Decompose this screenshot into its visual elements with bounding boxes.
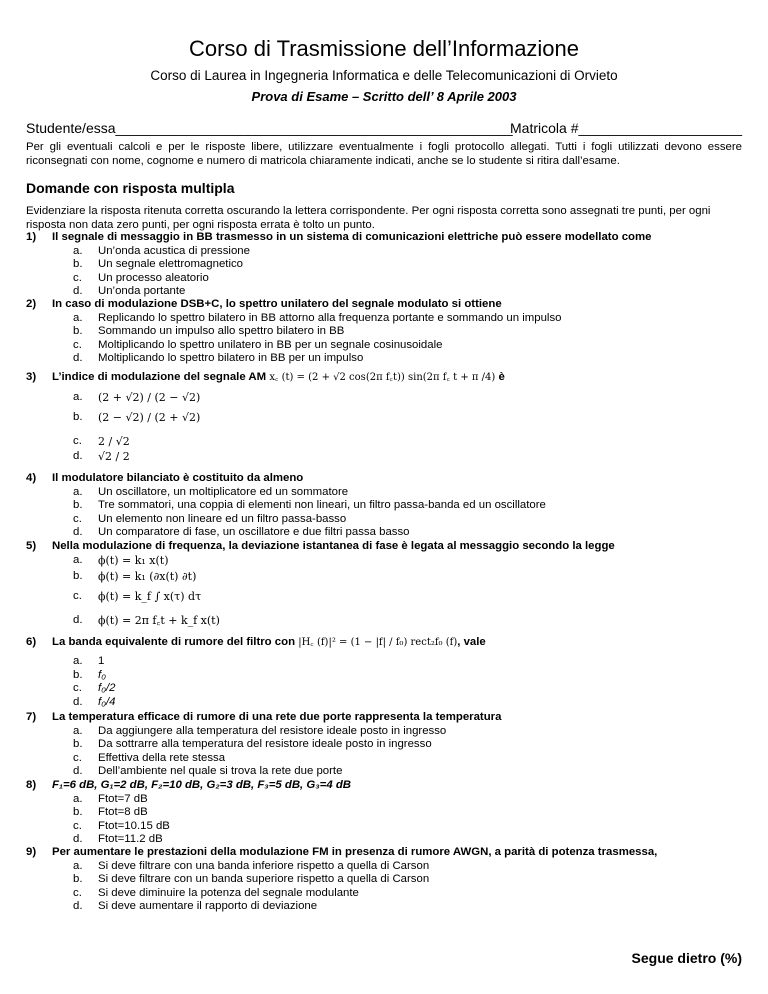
option-text: Un’onda acustica di pressione — [98, 244, 250, 257]
option-text: Un oscillatore, un moltiplicatore ed un sommatore — [98, 485, 349, 498]
option-text: Un processo aleatorio — [98, 271, 209, 284]
filter-formula: |H꜀ (f)|² = (1 − |f| / f₀) rect₂f₀ (f) — [298, 637, 458, 648]
option-text: ϕ(t) = 2π f꜀t + k_f x(t) — [98, 613, 220, 627]
question-stem: La banda equivalente di rumore del filtro con — [52, 636, 296, 648]
option-letter: c. — [73, 682, 82, 694]
question-text: Il segnale di messaggio in BB trasmesso in un sistema di comunicazioni elettriche può essere modellato come — [52, 231, 652, 243]
course-title: Corso di Trasmissione dell’Informazione — [188, 36, 580, 61]
option-text: f₀ — [98, 668, 106, 681]
section-title: Domande con risposta multipla — [26, 180, 235, 196]
option-letter: c. — [73, 819, 82, 832]
option-letter: a. — [73, 311, 83, 324]
question-number: 8) — [26, 779, 37, 791]
option-text: Si deve aumentare il rapporto di deviazione — [98, 900, 318, 912]
option-letter: b. — [73, 738, 83, 750]
option-letter: c. — [73, 751, 82, 764]
option-text: √2 / 2 — [98, 450, 130, 463]
option-text: Ftot=8 dB — [98, 806, 148, 818]
option-text: ϕ(t) = k_f ∫ x(τ) dτ — [98, 589, 202, 603]
option-letter: d. — [73, 450, 83, 462]
option-letter: a. — [73, 792, 83, 805]
option-letter: c. — [73, 886, 82, 899]
option-letter: d. — [73, 833, 83, 845]
question-suffix: è — [498, 371, 505, 383]
option-letter: c. — [73, 589, 82, 602]
option-text: 1 — [98, 655, 105, 667]
option-letter: d. — [73, 352, 83, 364]
student-field[interactable]: Studente/essa___________________________________________________ — [26, 120, 513, 136]
option-letter: a. — [73, 724, 83, 737]
option-text: Un elemento non lineare ed un filtro passa-basso — [98, 512, 347, 525]
option-text: Un segnale elettromagnetico — [98, 258, 244, 270]
option-text: Ftot=10.15 dB — [98, 819, 170, 832]
option-text: f₀/2 — [98, 682, 116, 694]
option-letter: b. — [73, 411, 83, 423]
option-text: ϕ(t) = k₁ (∂x(t) ∂t) — [98, 569, 197, 583]
option-letter: a. — [73, 391, 83, 403]
section-note: Evidenziare la risposta ritenuta corretta oscurando la lettera corrispondente. Per ogni risposta corretta sono assegnati tre punti, per ogni risposta non data zero punti, per ogni risposta errata è tolto un punto. — [26, 205, 711, 231]
option-text: Da sottrarre alla temperatura del resistore ideale posto in ingresso — [98, 738, 432, 750]
option-text: Si deve filtrare con un banda superiore rispetto a quella di Carson — [98, 873, 430, 885]
option-letter: d. — [73, 900, 83, 912]
option-text: Tre sommatori, una coppia di elementi non lineari, un filtro passa-banda ed un oscillatore — [98, 499, 546, 511]
question-text: F₁=6 dB, G₁=2 dB, F₂=10 dB, G₂=3 dB, F₃=5 dB, G₃=4 dB — [52, 779, 352, 791]
option-text: Un comparatore di fase, un oscillatore e due filtri passa basso — [98, 526, 410, 538]
option-text: Moltiplicando lo spettro bilatero in BB per un impulso — [98, 352, 364, 364]
question-number: 9) — [26, 846, 37, 858]
option-text: Sommando un impulso allo spettro bilatero in BB — [98, 325, 345, 337]
option-text: Si deve filtrare con una banda inferiore rispetto a quella di Carson — [98, 859, 430, 872]
question-number: 1) — [26, 231, 37, 243]
matricola-field[interactable]: Matricola #_____________________ — [510, 120, 742, 136]
option-text: (2 + √2) / (2 − √2) — [98, 391, 201, 404]
option-text: 2 / √2 — [98, 435, 130, 448]
option-letter: b. — [73, 499, 83, 511]
question-number: 4) — [26, 472, 37, 484]
option-letter: d. — [73, 613, 83, 626]
am-signal-formula: x꜀ (t) = (2 + √2 cos(2π f꜀t)) sin(2π f꜀ t + π /4) — [269, 372, 496, 383]
option-text: Ftot=7 dB — [98, 792, 148, 805]
option-letter: b. — [73, 873, 83, 885]
question-number: 2) — [26, 298, 37, 310]
option-text: Dell’ambiente nel quale si trova la rete due porte — [98, 765, 343, 777]
option-text: Replicando lo spettro bilatero in BB attorno alla frequenza portante e sommando un impulso — [98, 311, 562, 324]
option-text: Un’onda portante — [98, 285, 186, 297]
option-letter: a. — [73, 485, 83, 498]
option-letter: c. — [73, 512, 82, 525]
option-letter: c. — [73, 271, 82, 284]
option-letter: d. — [73, 695, 83, 708]
option-text: Ftot=11.2 dB — [98, 833, 163, 845]
exam-date: Prova di Esame – Scritto dell’ 8 Aprile 2003 — [251, 89, 517, 104]
option-letter: b. — [73, 569, 83, 582]
option-letter: a. — [73, 655, 83, 667]
question-suffix: , vale — [457, 636, 486, 648]
instructions: Per gli eventuali calcoli e per le risposte libere, utilizzare eventualmente i fogli protocollo allegati. Tutti i fogli utilizzati devono essere riconsegnati con nome, cognome e numero di matricola chiaramente indicati, anche se lo studente si ritira dall’esame. — [26, 141, 742, 167]
option-text: Si deve diminuire la potenza del segnale modulante — [98, 886, 359, 899]
option-letter: b. — [73, 806, 83, 818]
question-text — [52, 371, 505, 385]
question-number: 7) — [26, 711, 37, 723]
question-number: 3) — [26, 371, 37, 383]
option-letter: b. — [73, 668, 83, 681]
question-number: 6) — [26, 636, 37, 648]
option-text: Da aggiungere alla temperatura del resistore ideale posto in ingresso — [98, 724, 447, 737]
question-text: Per aumentare le prestazioni della modulazione FM in presenza di rumore AWGN, a parità di potenza trasmessa, — [52, 846, 658, 858]
option-letter: d. — [73, 285, 83, 297]
option-text: ϕ(t) = k₁ x(t) — [98, 553, 169, 567]
question-text: In caso di modulazione DSB+C, lo spettro unilatero del segnale modulato si ottiene — [52, 298, 502, 310]
question-text: La temperatura efficace di rumore di una rete due porte rappresenta la temperatura — [52, 711, 502, 723]
option-text: f₀/4 — [98, 695, 116, 708]
question-number: 5) — [26, 540, 37, 552]
option-letter: c. — [73, 338, 82, 351]
course-subtitle: Corso di Laurea in Ingegneria Informatica e delle Telecomunicazioni di Orvieto — [150, 68, 618, 83]
option-letter: b. — [73, 325, 83, 337]
question-text: Nella modulazione di frequenza, la deviazione istantanea di fase è legata al messaggio secondo la legge — [52, 540, 615, 552]
option-letter: d. — [73, 765, 83, 777]
option-letter: c. — [73, 435, 82, 447]
option-letter: b. — [73, 258, 83, 270]
option-text: (2 − √2) / (2 + √2) — [98, 411, 201, 424]
question-text — [52, 636, 486, 650]
option-text: Moltiplicando lo spettro unilatero in BB per un segnale cosinusoidale — [98, 338, 443, 351]
option-letter: d. — [73, 526, 83, 538]
student-line — [26, 120, 742, 136]
question-stem: L’indice di modulazione del segnale AM — [52, 371, 267, 383]
option-text: Effettiva della rete stessa — [98, 751, 226, 764]
continue-note: Segue dietro (%) — [631, 950, 742, 966]
option-letter: a. — [73, 859, 83, 872]
option-letter: a. — [73, 553, 83, 566]
question-text: Il modulatore bilanciato è costituito da almeno — [52, 472, 304, 484]
option-letter: a. — [73, 244, 83, 257]
